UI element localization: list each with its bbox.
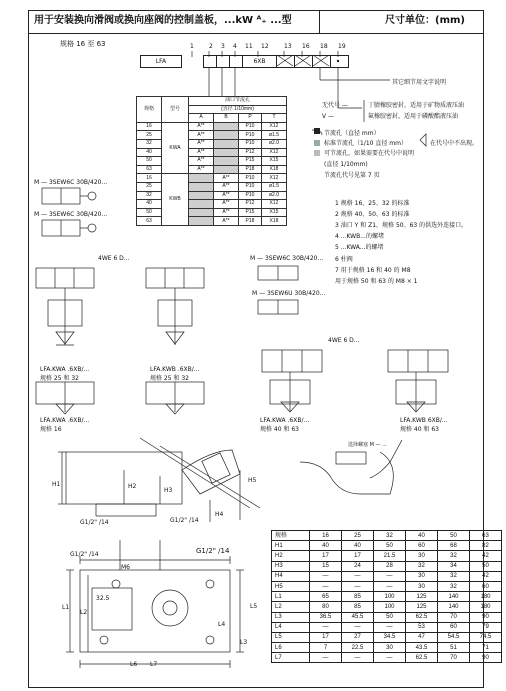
dim-l1: L1	[62, 604, 70, 611]
dim-h5: H5	[248, 477, 257, 484]
code-pos-13: 13	[284, 43, 292, 50]
seal-v-text: 氟橡胶密封，适用于磷酸酯液压油	[368, 113, 459, 120]
row-label: H3	[272, 561, 310, 571]
table-row: 32 A** P10 ø2.0	[137, 191, 287, 200]
table-cell: 45.5	[342, 612, 374, 622]
note-4: 4 ...KWB...的螺堵	[335, 233, 384, 240]
table-cell: —	[342, 653, 374, 663]
row-label: L3	[272, 612, 310, 622]
code-pos-19: 19	[338, 43, 346, 50]
col-b: B	[214, 114, 239, 123]
table-cell: 50	[374, 612, 406, 622]
table-cell: 32	[406, 561, 438, 571]
page-title: 用于安装换向滑阀或换向座阀的控制盖板，...kW ᴬ₊ ...型	[34, 15, 292, 26]
table-cell: 65	[310, 592, 342, 602]
caption-1-spec: 规格 25 和 32	[40, 375, 79, 382]
col-a: A	[189, 114, 214, 123]
table-cell: 40	[310, 541, 342, 551]
m-label-4: M — 3SEW6U 30B/420...	[252, 290, 326, 297]
dim-32-5: 32.5	[96, 595, 110, 602]
legend-1: 节流孔（直径 mm）	[324, 130, 380, 137]
row-label: H5	[272, 581, 310, 591]
table-cell: 17	[310, 632, 342, 642]
code-pos-2: 2	[209, 43, 213, 50]
table-cell: 68	[438, 541, 470, 551]
row-label: H2	[272, 551, 310, 561]
dim-m6: M6	[121, 564, 130, 571]
table-cell: 7	[310, 643, 342, 653]
table-cell: 28	[374, 561, 406, 571]
table-row: 63 A** P18 X18	[137, 165, 287, 174]
table-cell: 47	[406, 632, 438, 642]
table-cell: —	[310, 581, 342, 591]
note-5: 5 ...KWA...的螺堵	[335, 244, 384, 251]
table-cell: 53	[406, 622, 438, 632]
dim-l7: L7	[150, 661, 158, 668]
table-cell: 15	[310, 561, 342, 571]
seal-v-code: V —	[322, 113, 335, 120]
thread-4: G1/2" /14	[196, 547, 230, 555]
table-cell: 100	[374, 592, 406, 602]
we-label-1: 4WE 6 D...	[98, 255, 130, 262]
table-row: 16 KWA A** P10 X12	[137, 122, 287, 131]
note-7b: 用于规格 50 和 63 的 M8 × 1	[335, 278, 418, 285]
table-row: 25 A** P10 ø1.5	[137, 182, 287, 191]
col-p: P	[239, 114, 262, 123]
row-label: L1	[272, 592, 310, 602]
table-cell: 85	[342, 602, 374, 612]
dim-l4: L4	[218, 621, 226, 628]
caption-3: LFA.KWA .6XB/...	[40, 417, 90, 424]
table-cell: 30	[374, 643, 406, 653]
code-pos-1: 1	[190, 43, 194, 50]
row-label: H4	[272, 571, 310, 581]
legend-3: 可节流孔，如果需要在代号中说明	[324, 150, 415, 157]
row-label: L6	[272, 643, 310, 653]
seal-none-text: 丁腈橡胶密封，适用于矿物质液压油	[368, 102, 465, 109]
table-cell: 30	[406, 571, 438, 581]
dim-h3: H3	[164, 487, 173, 494]
table-cell: 79	[470, 622, 502, 632]
table-cell: 90	[470, 653, 502, 663]
caption-4: LFA.KWA .6XB/...	[260, 417, 310, 424]
dim-l6: L6	[130, 661, 138, 668]
table-cell: 30	[406, 581, 438, 591]
table-cell: 70	[438, 612, 470, 622]
note-3: 3 油口 Y 和 Z1，规格 50、63 的供选外连接口。	[335, 222, 468, 229]
table-cell: 32	[438, 571, 470, 581]
table-cell: 60	[406, 541, 438, 551]
table-cell: 100	[374, 602, 406, 612]
thread-2: G1/2" /14	[170, 517, 199, 524]
table-cell: 17	[342, 551, 374, 561]
table-cell: 125	[406, 602, 438, 612]
units-label: 尺寸单位：(mm)	[385, 15, 465, 26]
table-row: 50 A** P15 X15	[137, 157, 287, 166]
detail-note: 其它细节用文字说明	[392, 79, 447, 86]
col-orifice-header: 油口节流孔	[189, 97, 287, 106]
type-kwa: KWA	[162, 122, 189, 174]
row-label: H1	[272, 541, 310, 551]
table-cell: 51	[438, 643, 470, 653]
caption-2-spec: 规格 25 和 32	[150, 375, 189, 382]
col-diam-header: (直径 1/10mm)	[189, 105, 287, 114]
caption-1: LFA.KWA .6XB/...	[40, 366, 90, 373]
col-t: T	[262, 114, 287, 123]
code-pos-4: 4	[233, 43, 237, 50]
table-cell: 140	[438, 602, 470, 612]
code-pos-18: 18	[320, 43, 328, 50]
table-cell: —	[374, 571, 406, 581]
caption-3-spec: 规格 16	[40, 426, 62, 433]
table-cell: 71	[470, 643, 502, 653]
m-label-2: M — 3SEW6C 30B/420...	[34, 211, 108, 218]
code-box-6xb: 6XB	[242, 55, 277, 68]
table-cell: 34.5	[374, 632, 406, 642]
we-label-2: 4WE 6 D...	[328, 337, 360, 344]
table-row: 50 A** P15 X15	[137, 208, 287, 217]
table-row: 40 A** P12 X12	[137, 200, 287, 209]
table-cell: 74.5	[470, 632, 502, 642]
table-cell: 34	[438, 561, 470, 571]
table-row: 25 A** P10 ø1.5	[137, 131, 287, 140]
table-cell: —	[310, 653, 342, 663]
table-cell: 36.5	[310, 612, 342, 622]
dim-h4: H4	[215, 511, 224, 518]
table-row: 63 A** P18 X18	[137, 217, 287, 226]
table-cell: 62.5	[406, 653, 438, 663]
table-cell: 180	[470, 592, 502, 602]
table-cell: —	[374, 581, 406, 591]
table-cell: —	[342, 571, 374, 581]
table-cell: 42	[470, 551, 502, 561]
code-pos-12: 12	[261, 43, 269, 50]
row-label: L5	[272, 632, 310, 642]
table-cell: 22.5	[342, 643, 374, 653]
spec-range-label: 规格 16 至 63	[60, 40, 106, 48]
table-cell: 60	[470, 581, 502, 591]
table-cell: 21.5	[374, 551, 406, 561]
type-kwb: KWB	[162, 174, 189, 226]
thread-1: G1/2" /14	[80, 519, 109, 526]
table-cell: 43.5	[406, 643, 438, 653]
table-cell: 32	[438, 551, 470, 561]
m-label-3: M — 3SEW6C 30B/420...	[250, 255, 324, 262]
dim-l5: L5	[250, 603, 258, 610]
dim-h2: H2	[128, 483, 137, 490]
table-cell: 30	[406, 551, 438, 561]
table-cell: 80	[310, 602, 342, 612]
table-cell: —	[374, 653, 406, 663]
table-cell: 140	[438, 592, 470, 602]
caption-5: LFA.KWB 6XB/...	[400, 417, 448, 424]
code-pos-3: 3	[221, 43, 225, 50]
note-1: 1 规格 16、25、32 的标准	[335, 200, 410, 207]
table-cell: 27	[342, 632, 374, 642]
table-header-row: 规格 16 25 32 40 50 63	[272, 531, 502, 541]
table-cell: 40	[342, 541, 374, 551]
caption-5-spec: 规格 40 和 63	[400, 426, 439, 433]
col-spec-header: 规格	[137, 97, 162, 123]
table-cell: 54.5	[438, 632, 470, 642]
table-cell: 24	[342, 561, 374, 571]
table-cell: 85	[342, 592, 374, 602]
caption-4-spec: 规格 40 和 63	[260, 426, 299, 433]
table-cell: 60	[438, 622, 470, 632]
table-cell: 180	[470, 602, 502, 612]
table-row: 16 KWB A** P10 X12	[137, 174, 287, 183]
row-label: L2	[272, 602, 310, 612]
plug-callout: 选择螺塞 M — ...	[348, 442, 387, 448]
row-label: L7	[272, 653, 310, 663]
dim-l3: L3	[240, 639, 248, 646]
table-cell: 32	[438, 581, 470, 591]
table-row: 32 A** P10 ø2.0	[137, 139, 287, 148]
seal-none-code: 无代号 —	[322, 102, 348, 109]
dim-h1: H1	[52, 481, 61, 488]
table-cell: 125	[406, 592, 438, 602]
dim-l2: L2	[80, 609, 88, 616]
table-cell: 70	[438, 653, 470, 663]
table-cell: 42	[470, 571, 502, 581]
table-cell: 50	[470, 561, 502, 571]
note-7: 7 用于规格 16 和 40 的 M8	[335, 267, 411, 274]
table-cell: —	[342, 622, 374, 632]
legend-5: 节流孔代号见第 7 页	[324, 172, 380, 179]
caption-2: LFA.KWB .6XB/...	[150, 366, 200, 373]
row-label: L4	[272, 622, 310, 632]
thread-3: G1/2" /14	[70, 551, 99, 558]
table-cell: 62.5	[406, 612, 438, 622]
table-row: 40 A** P12 X12	[137, 148, 287, 157]
col-type-header: 型号	[162, 97, 189, 123]
code-pos-16: 16	[302, 43, 310, 50]
table-cell: 82	[470, 541, 502, 551]
table-cell: 90	[470, 612, 502, 622]
legend-2: 标准节流孔（1/10 直径 mm）	[324, 140, 407, 147]
table-cell: 17	[310, 551, 342, 561]
legend-2b: 在代号中不出现。	[430, 140, 479, 147]
table-cell: 50	[374, 541, 406, 551]
legend-4: (直径 1/10mm)	[324, 161, 368, 168]
table-cell: —	[342, 581, 374, 591]
note-2: 2 规格 40、50、63 的标准	[335, 211, 410, 218]
table-cell: —	[310, 571, 342, 581]
table-cell: —	[374, 622, 406, 632]
table-cell: —	[310, 622, 342, 632]
m-label-1: M — 3SEW6C 30B/420...	[34, 179, 108, 186]
code-box-lfa: LFA	[140, 55, 182, 68]
code-pos-11: 11	[245, 43, 253, 50]
note-6: 6 柱阀	[335, 256, 353, 263]
